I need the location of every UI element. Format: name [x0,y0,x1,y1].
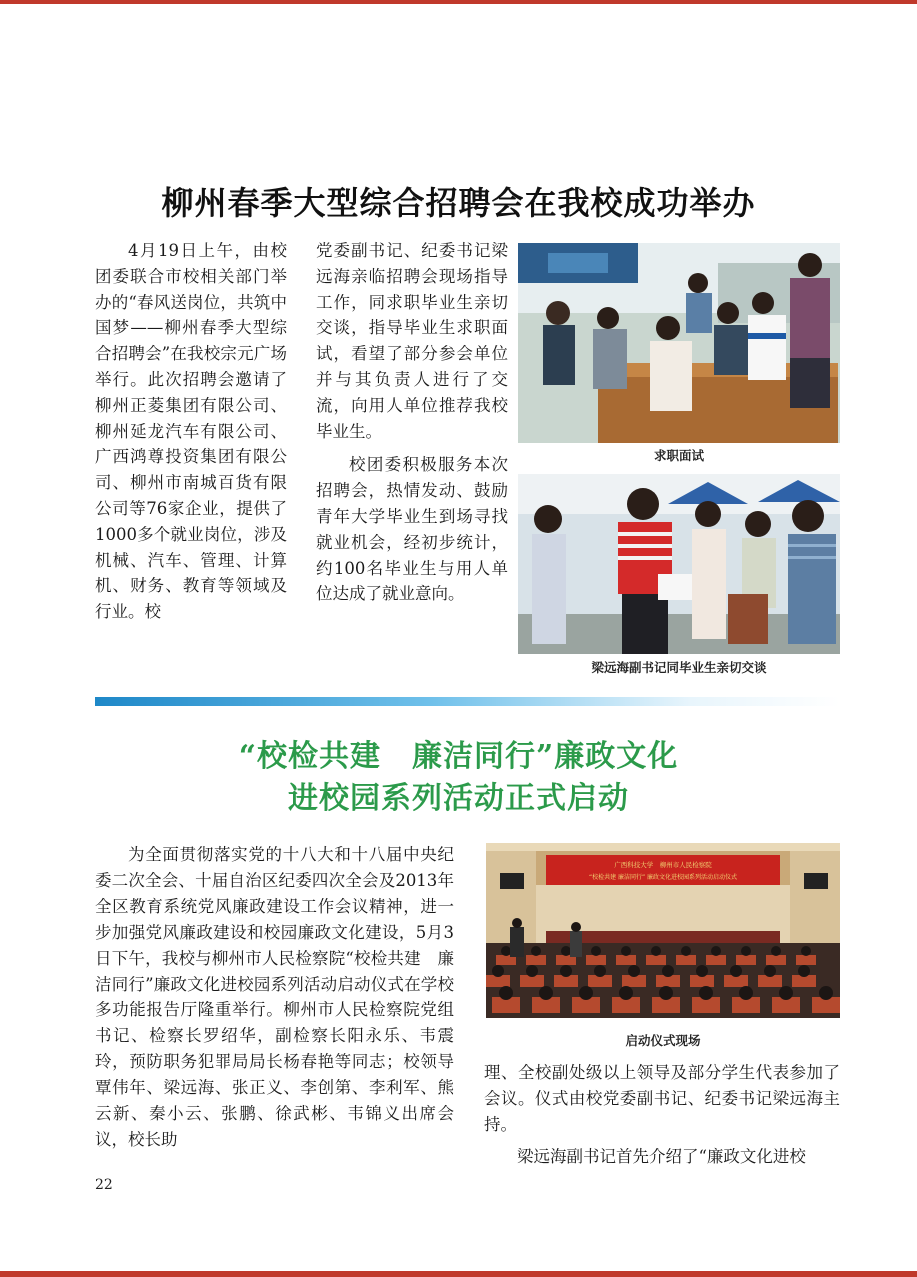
article2-title-line2: 进校园系列活动正式启动 [288,781,629,816]
photo3-caption: 启动仪式现场 [625,1033,701,1048]
article1-paragraph: 4月19日上午，由校团委联合市校相关部门举办的“春风送岗位，共筑中国梦——柳州春季大型综合招聘会”在我校宗元广场举行。此次招聘会邀请了柳州正菱集团有限公司、柳州延龙汽车有限公司、广西鸿尊投资集团有限公司、柳州市南城百货有限公司等76家企业，提供了1000多个就业岗位，涉及机械、汽车、管理、计算机、财务、教育等领域及行业。校 [95,241,287,622]
bottom-rule [0,1271,917,1277]
article1-column1 [95,238,287,625]
article2-paragraph: 为全面贯彻落实党的十八大和十八届中央纪委二次全会、十届自治区纪委四次全会及2013年全区教育系统党风廉政建设工作会议精神，进一步加强党风廉政建设和校园廉政文化建设，5月3日下午，我校与柳州市人民检察院“校检共建 廉洁同行”廉政文化进校园系列活动启动仪式在学校多功能报告厅隆重举行。柳州市人民检察院党组书记、检察长罗绍华，副检察长阳永乐、韦震玲，预防职务犯罪局局长杨春艳等同志；校领导覃伟年、梁远海、张正义、李创第、李利军、熊云新、秦小云、张鹏、徐武彬、韦锦义出席会议，校长助 [95,845,454,1149]
article1-column2 [316,238,508,607]
photo1-caption: 求职面试 [653,448,704,463]
secretary-talk-photo [518,474,840,654]
article2-paragraph: 梁远海副书记首先介绍了“廉政文化进校 [517,1146,806,1166]
banner-line1: 广西科技大学 柳州市人民检察院 [614,861,712,869]
article1-title: 柳州春季大型综合招聘会在我校成功举办 [161,184,756,222]
article2-column2 [484,1060,840,1170]
article1-paragraph: 党委副书记、纪委书记梁远海亲临招聘会现场指导工作，同求职毕业生亲切交谈，指导毕业生求职面试，看望了部分参会单位并与其负责人进行了交流，向用人单位推荐我校毕业生。 [316,241,508,441]
article2-column1 [95,842,454,1153]
ceremony-hall-photo [486,843,840,1018]
article2-paragraph: 理、全校副处级以上领导及部分学生代表参加了会议。仪式由校党委副书记、纪委书记梁远海主持。 [484,1063,840,1134]
article2-title-line1: “校检共建 廉洁同行”廉政文化 [238,739,679,774]
banner-line2: “校检共建 廉洁同行” 廉政文化进校园系列活动启动仪式 [588,874,738,881]
article1-paragraph: 校团委积极服务本次招聘会，热情发动、鼓励青年大学毕业生到场寻找就业机会，经初步统计，约100名毕业生与用人单位达成了就业意向。 [316,455,508,604]
section-divider [95,697,840,706]
page-number: 22 [95,1177,113,1193]
photo2-caption: 梁远海副书记同毕业生亲切交谈 [591,660,767,675]
job-interview-photo [518,243,840,443]
top-rule [0,0,917,4]
